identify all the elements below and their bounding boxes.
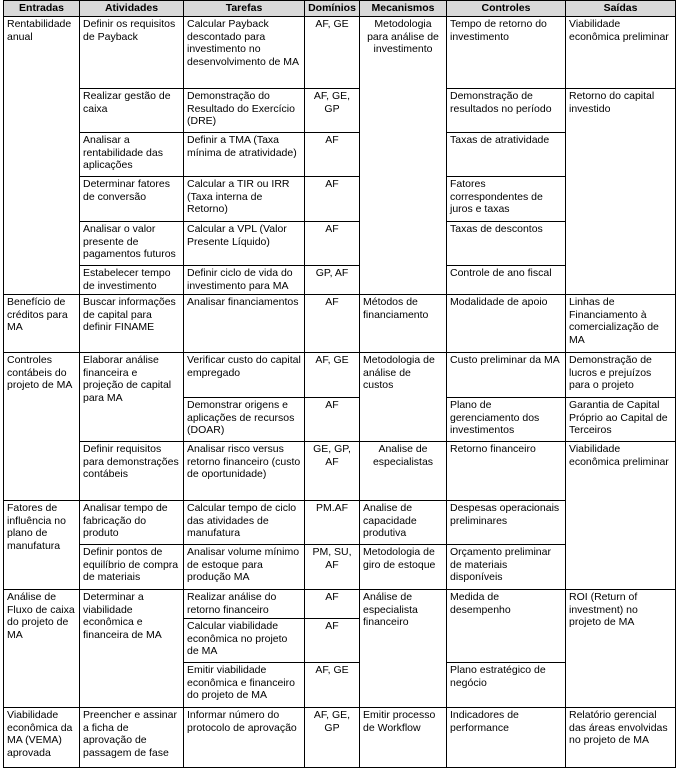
cell-atividade: Analisar tempo de fabricação do produto bbox=[80, 501, 184, 545]
cell-tarefa: Verificar custo do capital empregado bbox=[184, 353, 305, 398]
cell-saida: Demonstração de lucros e prejuízos para o projeto bbox=[566, 353, 676, 398]
cell-dominio: GP, AF bbox=[305, 266, 360, 295]
cell-controle: Controle de ano fiscal bbox=[447, 266, 566, 295]
table-row bbox=[4, 295, 676, 353]
cell-entrada: Controles contábeis do projeto de MA bbox=[4, 353, 80, 501]
table-row bbox=[4, 17, 676, 89]
process-table bbox=[3, 0, 676, 768]
header-controles: Controles bbox=[447, 1, 566, 17]
cell-mecanismo: Emitir processo de Workflow bbox=[360, 708, 447, 768]
cell-tarefa: Definir a TMA (Taxa mínima de atratividade) bbox=[184, 133, 305, 177]
cell-atividade: Definir os requisitos de Payback bbox=[80, 17, 184, 89]
cell-atividade: Elaborar análise financeira e projeção de capital para MA bbox=[80, 353, 184, 442]
cell-mecanismo: Metodologia para análise de investimento bbox=[360, 17, 447, 295]
cell-controle: Demonstração de resultados no período bbox=[447, 89, 566, 133]
header-tarefas: Tarefas bbox=[184, 1, 305, 17]
cell-controle: Retorno financeiro bbox=[447, 442, 566, 501]
cell-mecanismo: Análise de especialista financeiro bbox=[360, 590, 447, 708]
cell-atividade: Determinar fatores de conversão bbox=[80, 177, 184, 222]
cell-dominio: AF bbox=[305, 222, 360, 266]
process-table-container bbox=[3, 0, 677, 768]
table-row bbox=[4, 89, 676, 133]
cell-tarefa: Calcular viabilidade econômica no projeto de MA bbox=[184, 619, 305, 663]
cell-dominio: AF bbox=[305, 177, 360, 222]
cell-dominio: AF, GE, GP bbox=[305, 708, 360, 768]
cell-tarefa: Definir ciclo de vida do investimento para MA bbox=[184, 266, 305, 295]
cell-tarefa: Calcular Payback descontado para investimento no desenvolvimento de MA bbox=[184, 17, 305, 89]
header-mecanismos: Mecanismos bbox=[360, 1, 447, 17]
cell-dominio: AF, GE, GP bbox=[305, 89, 360, 133]
cell-entrada: Fatores de influência no plano de manufatura bbox=[4, 501, 80, 590]
cell-tarefa: Informar número do protocolo de aprovação bbox=[184, 708, 305, 768]
header-atividades: Atividades bbox=[80, 1, 184, 17]
cell-atividade: Preencher e assinar a ficha de aprovação de passagem de fase bbox=[80, 708, 184, 768]
cell-entrada: Rentabilidade anual bbox=[4, 17, 80, 295]
cell-atividade: Definir pontos de equilíbrio de compra de materiais bbox=[80, 545, 184, 590]
cell-mecanismo: Analise de especialistas bbox=[360, 442, 447, 501]
cell-entrada: Análise de Fluxo de caixa do projeto de MA bbox=[4, 590, 80, 708]
cell-tarefa: Analisar risco versus retorno financeiro (custo de oportunidade) bbox=[184, 442, 305, 501]
cell-atividade: Determinar a viabilidade econômica e financeira de MA bbox=[80, 590, 184, 708]
cell-saida: Garantia de Capital Próprio ao Capital de Terceiros bbox=[566, 398, 676, 442]
cell-controle: Indicadores de performance bbox=[447, 708, 566, 768]
cell-controle: Despesas operacionais preliminares bbox=[447, 501, 566, 545]
cell-saida: Viabilidade econômica preliminar bbox=[566, 442, 676, 590]
cell-controle: Orçamento preliminar de materiais disponíveis bbox=[447, 545, 566, 590]
cell-saida: Retorno do capital investido bbox=[566, 89, 676, 295]
cell-dominio: AF, GE bbox=[305, 353, 360, 398]
cell-tarefa: Calcular a TIR ou IRR (Taxa interna de Retorno) bbox=[184, 177, 305, 222]
cell-atividade: Estabelecer tempo de investimento bbox=[80, 266, 184, 295]
cell-mecanismo: Métodos de financiamento bbox=[360, 295, 447, 353]
table-row bbox=[4, 353, 676, 398]
cell-dominio: GE, GP, AF bbox=[305, 442, 360, 501]
cell-saida: Viabilidade econômica preliminar bbox=[566, 17, 676, 89]
cell-dominio: PM, SU, AF bbox=[305, 545, 360, 590]
cell-mecanismo: Metodologia de análise de custos bbox=[360, 353, 447, 442]
cell-controle: Modalidade de apoio bbox=[447, 295, 566, 353]
cell-dominio: AF bbox=[305, 590, 360, 619]
cell-tarefa: Analisar volume mínimo de estoque para produção MA bbox=[184, 545, 305, 590]
cell-entrada: Viabilidade econômica da MA (VEMA) aprovada bbox=[4, 708, 80, 768]
cell-saida: ROI (Return of investment) no projeto de MA bbox=[566, 590, 676, 708]
cell-tarefa: Realizar análise do retorno financeiro bbox=[184, 590, 305, 619]
table-row bbox=[4, 442, 676, 501]
cell-controle: Taxas de descontos bbox=[447, 222, 566, 266]
cell-dominio: AF, GE bbox=[305, 17, 360, 89]
cell-dominio: AF, GE bbox=[305, 663, 360, 708]
cell-mecanismo: Analise de capacidade produtiva bbox=[360, 501, 447, 545]
cell-dominio: PM.AF bbox=[305, 501, 360, 545]
table-body bbox=[4, 17, 676, 768]
header-entradas: Entradas bbox=[4, 1, 80, 17]
table-row bbox=[4, 590, 676, 619]
cell-entrada: Benefício de créditos para MA bbox=[4, 295, 80, 353]
cell-controle: Plano de gerenciamento dos investimentos bbox=[447, 398, 566, 442]
cell-controle: Tempo de retorno do investimento bbox=[447, 17, 566, 89]
header-row bbox=[4, 1, 676, 17]
header-dominios: Domínios bbox=[305, 1, 360, 17]
cell-controle: Taxas de atratividade bbox=[447, 133, 566, 177]
cell-tarefa: Analisar financiamentos bbox=[184, 295, 305, 353]
cell-dominio: AF bbox=[305, 133, 360, 177]
cell-tarefa: Calcular tempo de ciclo das atividades de manufatura bbox=[184, 501, 305, 545]
cell-atividade: Definir requisitos para demonstrações contábeis bbox=[80, 442, 184, 501]
cell-controle: Medida de desempenho bbox=[447, 590, 566, 663]
cell-atividade: Buscar informações de capital para definir FINAME bbox=[80, 295, 184, 353]
cell-tarefa: Demonstrar origens e aplicações de recursos (DOAR) bbox=[184, 398, 305, 442]
cell-saida: Relatório gerencial das áreas envolvidas no projeto de MA bbox=[566, 708, 676, 768]
cell-controle: Custo preliminar da MA bbox=[447, 353, 566, 398]
cell-atividade: Realizar gestão de caixa bbox=[80, 89, 184, 133]
cell-atividade: Analisar o valor presente de pagamentos futuros bbox=[80, 222, 184, 266]
cell-controle: Plano estratégico de negócio bbox=[447, 663, 566, 708]
cell-dominio: AF bbox=[305, 295, 360, 353]
cell-controle: Fatores correspondentes de juros e taxas bbox=[447, 177, 566, 222]
cell-dominio: AF bbox=[305, 619, 360, 663]
cell-saida: Linhas de Financiamento à comercialização de MA bbox=[566, 295, 676, 353]
cell-tarefa: Calcular a VPL (Valor Presente Líquido) bbox=[184, 222, 305, 266]
header-saidas: Saídas bbox=[566, 1, 676, 17]
table-row bbox=[4, 708, 676, 768]
cell-tarefa: Demonstração do Resultado do Exercício (DRE) bbox=[184, 89, 305, 133]
cell-dominio: AF bbox=[305, 398, 360, 442]
cell-mecanismo: Metodologia de giro de estoque bbox=[360, 545, 447, 590]
cell-atividade: Analisar a rentabilidade das aplicações bbox=[80, 133, 184, 177]
cell-tarefa: Emitir viabilidade econômica e financeiro do projeto de MA bbox=[184, 663, 305, 708]
